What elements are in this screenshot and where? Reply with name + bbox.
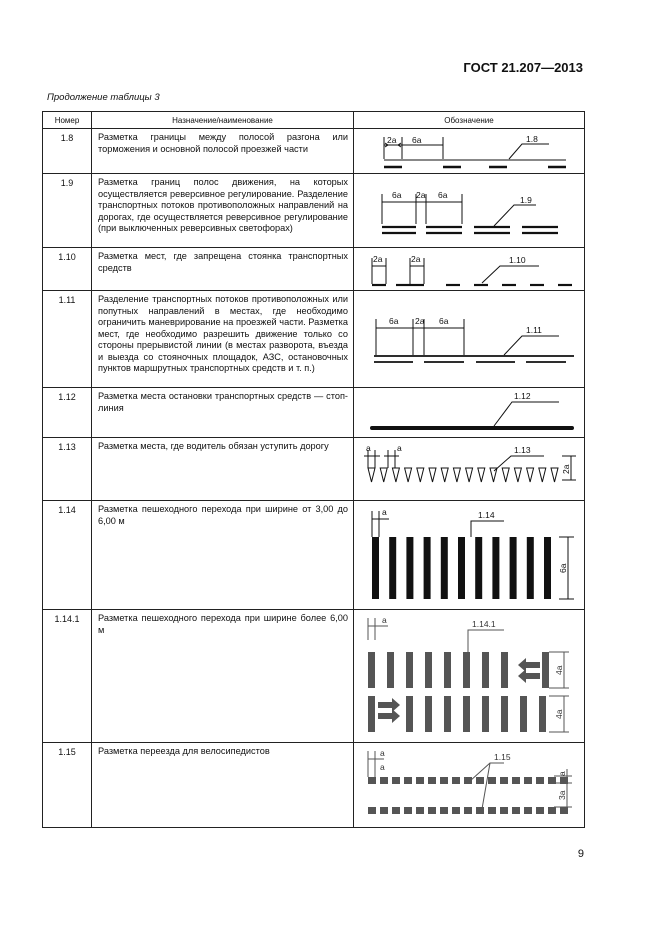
cycle-crossing-square [512, 807, 520, 814]
crosswalk-stripe [544, 537, 551, 599]
yield-triangle [392, 468, 399, 482]
cycle-crossing-square [464, 777, 472, 784]
crosswalk-stripe [425, 652, 432, 688]
row-number: 1.14.1 [43, 610, 92, 743]
crosswalk-stripe [406, 537, 413, 599]
cycle-crossing-square [428, 807, 436, 814]
column-header-number: Номер [43, 112, 92, 129]
yield-triangle [490, 468, 497, 482]
markings-table [42, 111, 585, 828]
row-number: 1.15 [43, 743, 92, 828]
dim-label: 6a [439, 316, 449, 326]
dim-label: a [382, 615, 387, 625]
marking-symbol-1-9 [354, 174, 585, 248]
yield-triangle [527, 468, 534, 482]
table-row [43, 291, 585, 388]
crosswalk-stripe [441, 537, 448, 599]
yield-triangle [478, 468, 485, 482]
dim-label: 6a [392, 190, 402, 200]
dim-label: 6a [412, 135, 422, 145]
cycle-crossing-square [500, 777, 508, 784]
row-description: Разметка границ полос движения, на которых осуществляется реверсивное регулирование. Разделение транспортных потоков противоположных направлений на дорогах, где осуществляется реверсивное регулирование (при выключенных реверсивных светофорах) [92, 174, 354, 248]
dim-label: 4a [554, 665, 564, 675]
crosswalk-stripe [406, 696, 413, 732]
table-row [43, 388, 585, 438]
crosswalk-stripe [368, 696, 375, 732]
row-description: Разметка места остановки транспортных средств — стоп-линия [92, 388, 354, 438]
marking-symbol-1-14-1 [354, 610, 585, 743]
cycle-crossing-square [380, 807, 388, 814]
marking-code-label: 1.8 [526, 134, 538, 144]
dim-label: 2a [411, 254, 421, 264]
crosswalk-stripe [482, 696, 489, 732]
cycle-crossing-square [392, 777, 400, 784]
yield-triangle [368, 468, 375, 482]
crosswalk-stripe [527, 537, 534, 599]
marking-symbol-1-13 [354, 438, 585, 501]
marking-symbol-1-12 [354, 388, 585, 438]
cycle-crossing-square [440, 807, 448, 814]
dim-label: 2a [416, 190, 426, 200]
table-row [43, 248, 585, 291]
cycle-crossing-square [452, 807, 460, 814]
cycle-crossing-square [512, 777, 520, 784]
cycle-crossing-square [488, 777, 496, 784]
row-description: Разметка границы между полосой разгона или торможения и основной полосой проезжей части [92, 129, 354, 174]
crosswalk-stripe [463, 652, 470, 688]
row-description: Разделение транспортных потоков противоположных или попутных направлений в местах, где необходимо ограничить маневрирование на проезжей части. Разметка мест, где необходимо разрешить движение только со стороны прерывистой линии (в местах разворота, въезда и выезда со стояночных площадок, АЗС, остановочных пунктов маршрутных транспортных средств и т. п.) [92, 291, 354, 388]
marking-symbol-1-15 [354, 743, 585, 828]
cycle-crossing-square [524, 807, 532, 814]
dim-label: a [366, 443, 371, 453]
marking-code-label: 1.13 [514, 445, 531, 455]
row-number: 1.8 [43, 129, 92, 174]
cycle-crossing-square [536, 777, 544, 784]
dim-label: a [557, 771, 567, 776]
row-description: Разметка места, где водитель обязан уступить дорогу [92, 438, 354, 501]
crosswalk-stripe [444, 652, 451, 688]
marking-code-label: 1.9 [520, 195, 532, 205]
dim-label: a [380, 762, 385, 772]
cycle-crossing-square [476, 807, 484, 814]
document-code: ГОСТ 21.207—2013 [463, 60, 583, 75]
crosswalk-stripe [539, 696, 546, 732]
crosswalk-stripe [389, 537, 396, 599]
column-header-purpose: Назначение/наименование [92, 112, 354, 129]
table-row [43, 174, 585, 248]
crosswalk-stripe [501, 652, 508, 688]
crosswalk-stripe [463, 696, 470, 732]
cycle-crossing-square [452, 777, 460, 784]
table-row [43, 129, 585, 174]
row-number: 1.9 [43, 174, 92, 248]
crosswalk-stripe [542, 652, 549, 688]
yield-triangle [429, 468, 436, 482]
cycle-crossing-square [380, 777, 388, 784]
yield-triangle [502, 468, 509, 482]
table-caption: Продолжение таблицы 3 [47, 92, 160, 103]
cycle-crossing-square [560, 807, 568, 814]
cycle-crossing-square [524, 777, 532, 784]
crosswalk-stripe [501, 696, 508, 732]
cycle-crossing-square [404, 807, 412, 814]
crosswalk-stripe [406, 652, 413, 688]
marking-symbol-1-10 [354, 248, 585, 291]
table-header-row [43, 112, 585, 129]
dim-label: 2a [561, 464, 571, 474]
marking-code-label: 1.14 [478, 510, 495, 520]
yield-triangle [514, 468, 521, 482]
marking-code-label: 1.14.1 [472, 619, 496, 629]
crosswalk-stripe [520, 696, 527, 732]
cycle-crossing-square [476, 777, 484, 784]
dim-label: 2a [373, 254, 383, 264]
crosswalk-stripe [372, 537, 379, 599]
cycle-crossing-square [560, 777, 568, 784]
dim-label: 3a [557, 790, 567, 800]
table-row [43, 743, 585, 828]
yield-triangle [380, 468, 387, 482]
yield-triangle [539, 468, 546, 482]
row-description: Разметка пешеходного перехода при ширине более 6,00 м [92, 610, 354, 743]
yield-triangle [405, 468, 412, 482]
dim-label: 2a [387, 135, 397, 145]
yield-triangle [417, 468, 424, 482]
crosswalk-stripe [482, 652, 489, 688]
dim-label: 6a [438, 190, 448, 200]
crosswalk-stripe [424, 537, 431, 599]
row-number: 1.11 [43, 291, 92, 388]
cycle-crossing-square [392, 807, 400, 814]
dim-label: 2a [415, 316, 425, 326]
dim-label: 4a [554, 709, 564, 719]
marking-code-label: 1.10 [509, 255, 526, 265]
table-row [43, 438, 585, 501]
table-row [43, 610, 585, 743]
yield-triangle [441, 468, 448, 482]
cycle-crossing-square [548, 807, 556, 814]
cycle-crossing-square [488, 807, 496, 814]
row-description: Разметка переезда для велосипедистов [92, 743, 354, 828]
dim-label: 6a [389, 316, 399, 326]
marking-symbol-1-11 [354, 291, 585, 388]
left-arrows [378, 658, 540, 723]
column-header-symbol: Обозначение [354, 112, 585, 129]
crosswalk-stripe [492, 537, 499, 599]
crosswalk-stripe [444, 696, 451, 732]
crosswalk-stripe [458, 537, 465, 599]
marking-code-label: 1.11 [526, 325, 542, 335]
dim-label: a [382, 507, 387, 517]
dim-label: 6a [558, 563, 568, 573]
crosswalk-stripe [425, 696, 432, 732]
crosswalk-stripe [510, 537, 517, 599]
cycle-crossing-square [416, 807, 424, 814]
yield-triangle [453, 468, 460, 482]
cycle-crossing-square [500, 807, 508, 814]
cycle-crossing-square [548, 777, 556, 784]
row-number: 1.12 [43, 388, 92, 438]
dim-label: a [380, 748, 385, 758]
page-number: 9 [577, 848, 584, 860]
crosswalk-stripe [475, 537, 482, 599]
marking-symbol-1-8 [354, 129, 585, 174]
cycle-crossing-square [404, 777, 412, 784]
marking-code-label: 1.12 [514, 391, 531, 401]
row-description: Разметка пешеходного перехода при ширине от 3,00 до 6,00 м [92, 501, 354, 610]
row-number: 1.13 [43, 438, 92, 501]
yield-triangle [551, 468, 558, 482]
cycle-crossing-square [368, 777, 376, 784]
marking-code-label: 1.15 [494, 752, 511, 762]
crosswalk-stripe [368, 652, 375, 688]
row-description: Разметка мест, где запрещена стоянка транспортных средств [92, 248, 354, 291]
cycle-crossing-square [440, 777, 448, 784]
row-number: 1.14 [43, 501, 92, 610]
row-number: 1.10 [43, 248, 92, 291]
marking-symbol-1-14 [354, 501, 585, 610]
yield-triangle [466, 468, 473, 482]
dim-label: a [397, 443, 402, 453]
cycle-crossing-square [416, 777, 424, 784]
cycle-crossing-square [464, 807, 472, 814]
cycle-crossing-square [536, 807, 544, 814]
crosswalk-stripe [387, 652, 394, 688]
cycle-crossing-square [428, 777, 436, 784]
cycle-crossing-square [368, 807, 376, 814]
table-row [43, 501, 585, 610]
